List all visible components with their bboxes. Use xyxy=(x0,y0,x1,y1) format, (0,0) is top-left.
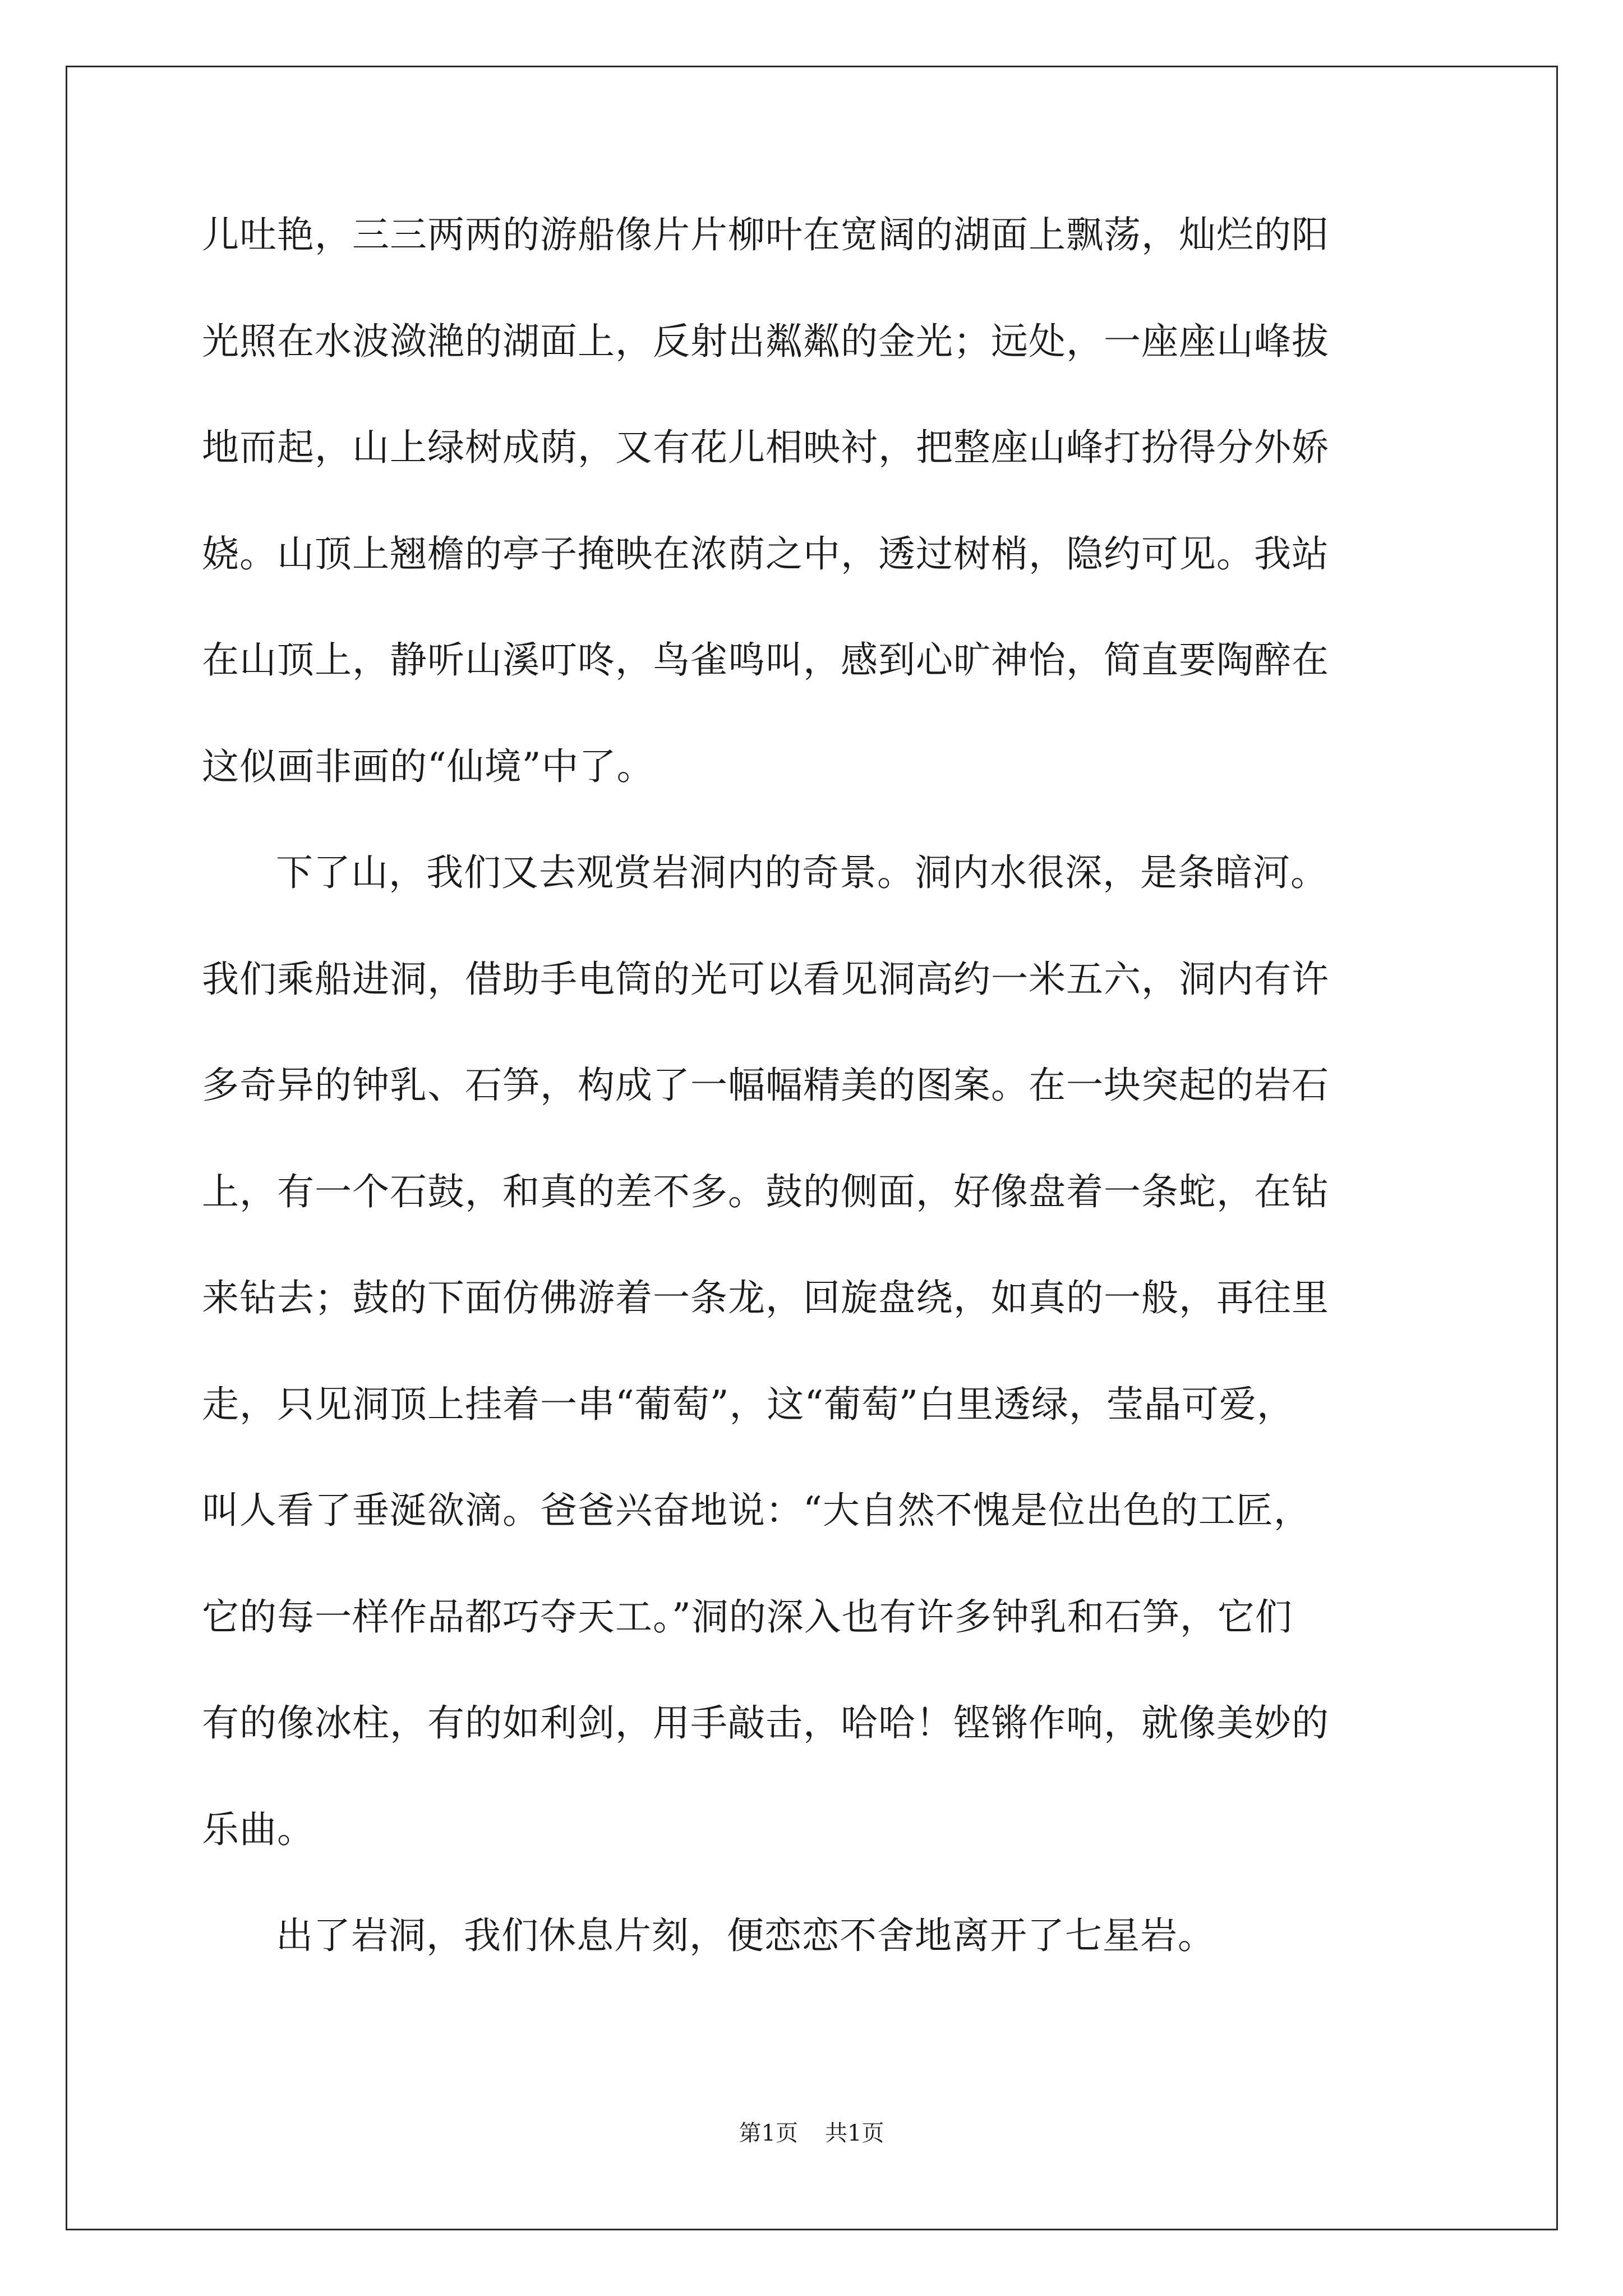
text-line: 这似画非画的“仙境”中了。 xyxy=(202,744,654,788)
text-line: 地而起，山上绿树成荫，又有花儿相映衬，把整座山峰打扮得分外娇 xyxy=(202,426,1329,469)
text-line: 有的像冰柱，有的如利剑，用手敲击，哈哈！铿锵作响，就像美妙的 xyxy=(202,1701,1329,1745)
text-line: 上，有一个石鼓，和真的差不多。鼓的侧面，好像盘着一条蛇，在钻 xyxy=(202,1170,1329,1213)
text-line: 在山顶上，静听山溪叮咚，鸟雀鸣叫，感到心旷神怡，简直要陶醉在 xyxy=(202,638,1329,682)
text-line: 来钻去；鼓的下面仿佛游着一条龙，回旋盘绕，如真的一般，再往里 xyxy=(202,1276,1329,1319)
text-line: 乐曲。 xyxy=(202,1807,315,1851)
text-line: 娆。山顶上翘檐的亭子掩映在浓荫之中，透过树梢，隐约可见。我站 xyxy=(202,532,1329,576)
page-total: 共1页 xyxy=(825,2120,884,2146)
text-line: 我们乘船进洞，借助手电筒的光可以看见洞高约一米五六，洞内有许 xyxy=(202,957,1329,1001)
text-line: 光照在水波潋滟的湖面上，反射出粼粼的金光；远处，一座座山峰拔 xyxy=(202,319,1329,363)
text-line: 儿吐艳，三三两两的游船像片片柳叶在宽阔的湖面上飘荡，灿烂的阳 xyxy=(202,213,1329,256)
document-body xyxy=(202,209,1458,2016)
text-line: 走，只见洞顶上挂着一串“葡萄”，这“葡萄”白里透绿，莹晶可爱， xyxy=(202,1382,1294,1426)
text-line: 多奇异的钟乳、石笋，构成了一幅幅精美的图案。在一块突起的岩石 xyxy=(202,1064,1329,1107)
text-line: 它的每一样作品都巧夺天工。”洞的深入也有许多钟乳和石笋，它们 xyxy=(202,1595,1293,1639)
page-number: 第1页 xyxy=(739,2120,798,2146)
page-footer xyxy=(0,2119,1623,2147)
text-line: 叫人看了垂涎欲滴。爸爸兴奋地说：“大自然不愧是位出色的工匠， xyxy=(202,1489,1311,1532)
text-line: 出了岩洞，我们休息片刻，便恋恋不舍地离开了七星岩。 xyxy=(276,1914,1215,1957)
text-line: 下了山，我们又去观赏岩洞内的奇景。洞内水很深，是条暗河。 xyxy=(276,851,1328,894)
